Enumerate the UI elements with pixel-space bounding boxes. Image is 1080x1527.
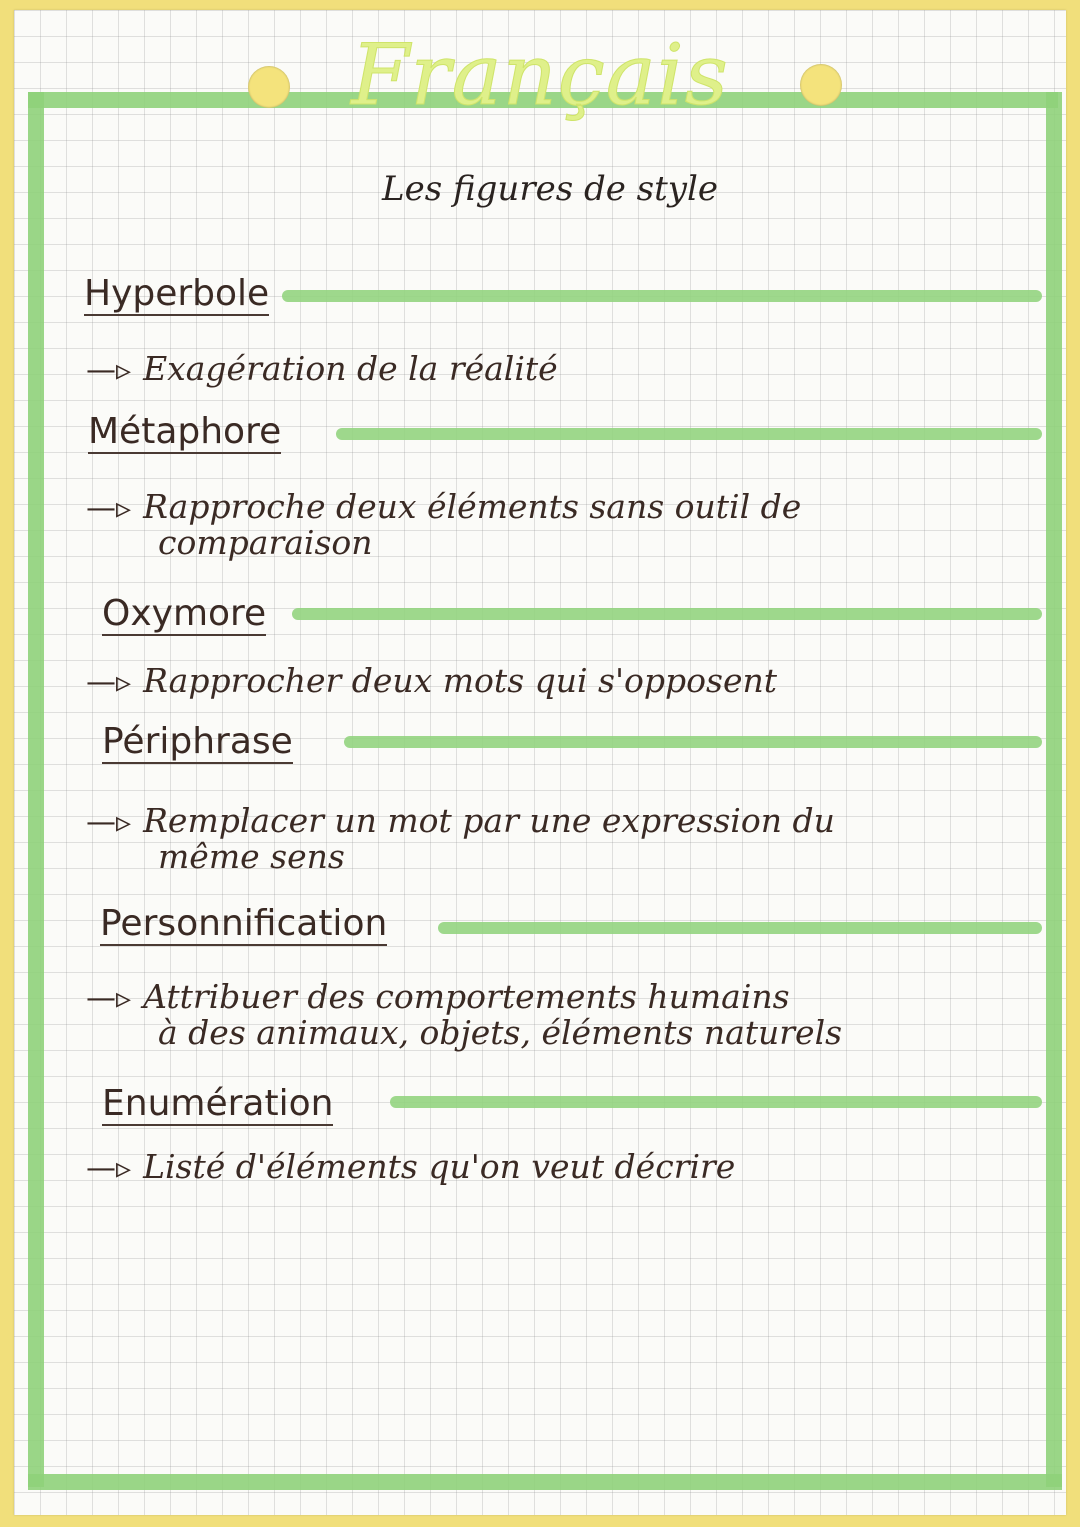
punch-hole-left <box>248 66 290 108</box>
term-label: Enumération <box>102 1083 334 1124</box>
definition-line: Listé d'éléments qu'on veut décrire <box>143 1147 736 1186</box>
term-hyperbole <box>84 272 269 316</box>
definition-enumeration <box>86 1147 1026 1186</box>
highlight-bar <box>390 1096 1042 1108</box>
term-label: Périphrase <box>102 721 293 762</box>
punch-hole-right <box>800 64 842 106</box>
term-periphrase <box>102 720 293 764</box>
definition-line: Rapproche deux éléments sans outil de <box>143 487 802 526</box>
definition-line: Attribuer des comportements humains <box>143 977 790 1016</box>
page-title: Les figures de style <box>382 169 718 209</box>
green-frame-right <box>1046 92 1062 1487</box>
green-frame-left <box>28 92 44 1487</box>
green-frame-bottom <box>28 1474 1062 1490</box>
definition-metaphore <box>86 487 1026 562</box>
subject-heading: Français <box>351 26 729 124</box>
definition-line: Remplacer un mot par une expression du <box>143 801 835 840</box>
definition-line: Rapprocher deux mots qui s'opposent <box>143 661 778 700</box>
term-label: Oxymore <box>102 593 267 634</box>
arrow-icon: —▹ <box>86 665 132 700</box>
arrow-icon: —▹ <box>86 491 132 526</box>
definition-line: comparaison <box>158 523 373 562</box>
highlight-bar <box>292 608 1042 620</box>
definition-line: même sens <box>158 837 345 876</box>
arrow-icon: —▹ <box>86 805 132 840</box>
definition-line: Exagération de la réalité <box>143 349 558 388</box>
highlight-bar <box>438 922 1042 934</box>
definition-line: à des animaux, objets, éléments naturels <box>158 1013 843 1052</box>
definition-hyperbole <box>86 349 986 388</box>
term-label: Métaphore <box>88 411 282 452</box>
highlight-bar <box>344 736 1042 748</box>
term-personnification <box>100 902 387 946</box>
definition-periphrase <box>86 801 1046 876</box>
term-oxymore <box>102 592 266 636</box>
term-label: Personnification <box>100 903 388 944</box>
term-label: Hyperbole <box>84 273 270 314</box>
definition-personnification <box>86 977 1046 1052</box>
arrow-icon: —▹ <box>86 1151 132 1186</box>
definition-oxymore <box>86 661 1026 700</box>
term-metaphore <box>88 410 281 454</box>
highlight-bar <box>282 290 1042 302</box>
arrow-icon: —▹ <box>86 353 132 388</box>
arrow-icon: —▹ <box>86 981 132 1016</box>
term-enumeration <box>102 1082 333 1126</box>
highlight-bar <box>336 428 1042 440</box>
